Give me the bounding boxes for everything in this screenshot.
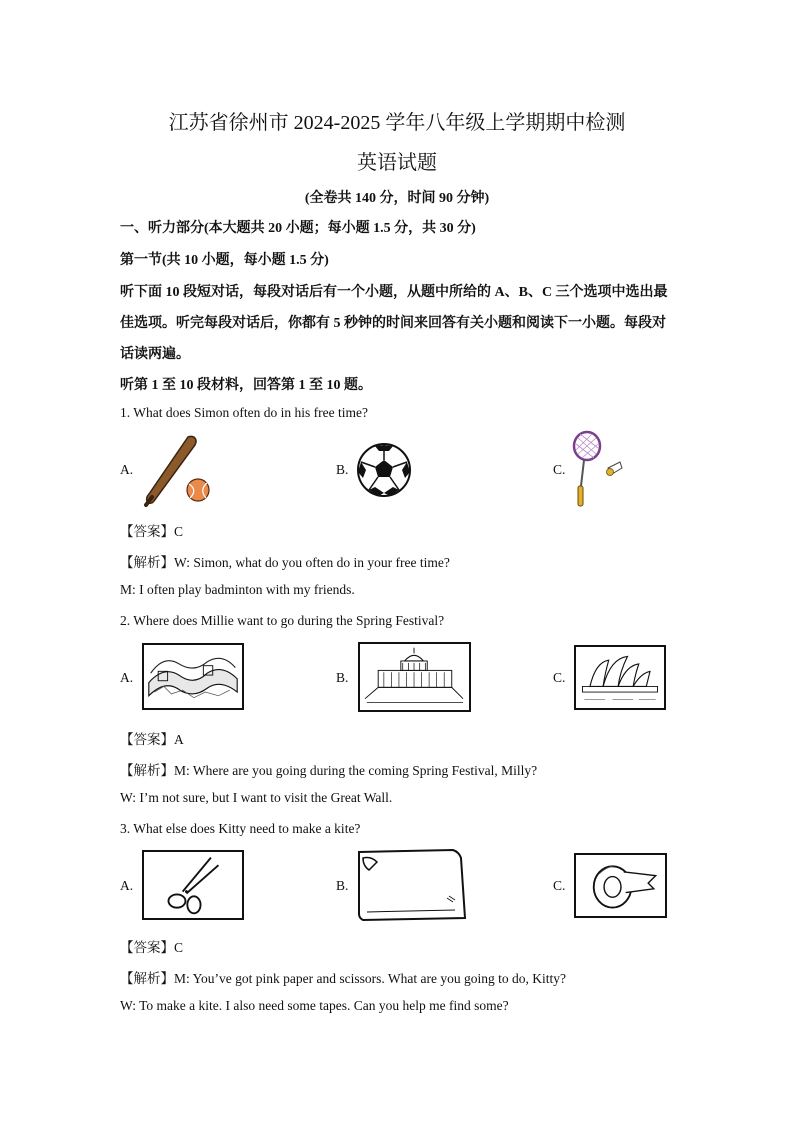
instruction-line: 佳选项。听完每段对话后，你都有 5 秒钟的时间来回答有关小题和阅读下一小题。每段对: [120, 316, 666, 331]
analysis-line: W: To make a kite. I also need some tapes. Can you help me find some?: [120, 998, 509, 1013]
option-label: C.: [553, 878, 566, 893]
instruction-line: 听下面 10 段短对话，每段对话后有一个小题，从题中所给的 A、B、C 三个选项中选出最: [120, 285, 668, 300]
option-label: A.: [120, 462, 134, 477]
scissors-icon: [142, 850, 244, 920]
badminton-racket-icon: [570, 430, 626, 510]
soccer-ball-icon: [356, 442, 412, 498]
option-label: A.: [120, 670, 134, 685]
question-prompt: 1. What does Simon often do in his free time?: [120, 405, 368, 420]
answer-label: 【答案】C: [120, 524, 184, 539]
exam-info: (全卷共 140 分，时间 90 分钟): [304, 191, 490, 206]
sydney-opera-house-icon: [574, 645, 666, 710]
answer-label: 【答案】C: [120, 940, 184, 955]
page-subtitle: 英语试题: [357, 152, 437, 174]
instruction-range: 听第 1 至 10 段材料，回答第 1 至 10 题。: [120, 378, 372, 393]
analysis-line: W: I’m not sure, but I want to visit the Great Wall.: [120, 790, 393, 805]
paper-sheet-icon: [357, 848, 467, 922]
option-label: C.: [553, 670, 566, 685]
capitol-building-icon: [358, 642, 471, 712]
great-wall-icon: [142, 643, 244, 710]
tape-roll-icon: [574, 853, 667, 918]
instruction-line: 话读两遍。: [120, 347, 190, 362]
part-heading: 第一节(共 10 小题，每小题 1.5 分): [120, 253, 329, 268]
analysis-line: 【解析】M: Where are you going during the coming Spring Festival, Milly?: [120, 763, 538, 778]
page-title: 江苏省徐州市 2024-2025 学年八年级上学期期中检测: [168, 112, 626, 134]
option-label: C.: [553, 462, 566, 477]
option-label: B.: [336, 878, 349, 893]
section-heading: 一、听力部分(本大题共 20 小题；每小题 1.5 分，共 30 分): [120, 221, 476, 236]
baseball-bat-and-ball-icon: [138, 433, 218, 509]
analysis-line: 【解析】M: You’ve got pink paper and scissors. What are you going to do, Kitty?: [120, 971, 566, 986]
option-label: A.: [120, 878, 134, 893]
question-prompt: 2. Where does Millie want to go during the Spring Festival?: [120, 613, 445, 628]
question-prompt: 3. What else does Kitty need to make a kite?: [120, 821, 361, 836]
analysis-line: M: I often play badminton with my friends.: [120, 582, 355, 597]
answer-label: 【答案】A: [120, 732, 184, 747]
option-label: B.: [336, 462, 349, 477]
option-label: B.: [336, 670, 349, 685]
analysis-line: 【解析】W: Simon, what do you often do in your free time?: [120, 555, 450, 570]
